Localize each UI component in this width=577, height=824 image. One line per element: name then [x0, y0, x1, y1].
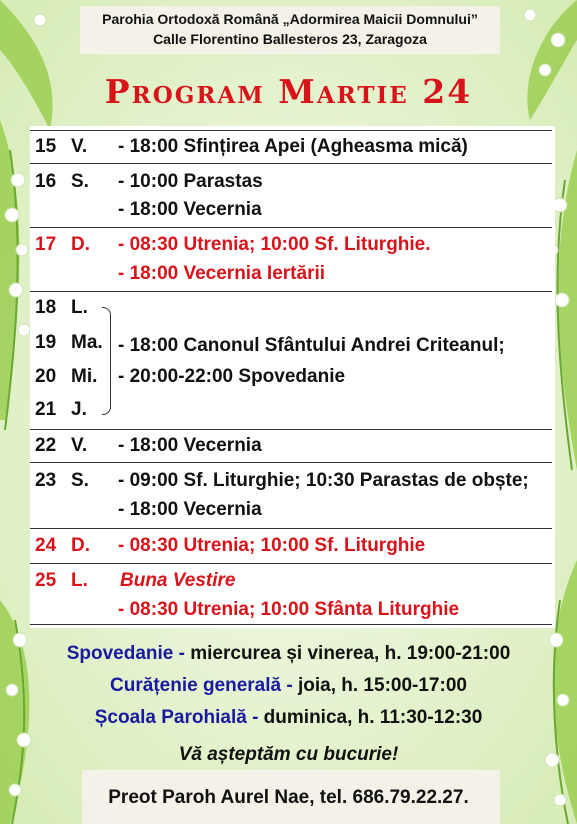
note-confession	[0, 643, 577, 665]
note-label: Spovedanie -	[66, 643, 185, 664]
row-divider	[30, 163, 552, 164]
service-line: - 09:00 Sf. Liturghie; 10:30 Parastas de obște;	[118, 470, 529, 491]
note-text: miercurea și vinerea, h. 19:00-21:00	[184, 643, 511, 664]
service-line: - 18:00 Sfințirea Apei (Agheasma mică)	[118, 136, 468, 157]
row-divider	[30, 227, 552, 228]
day-number: 24	[35, 535, 57, 556]
day-number: 15	[35, 136, 57, 157]
weekday: V.	[71, 435, 88, 456]
service-line: - 08:30 Utrenia; 10:00 Sf. Liturghie	[118, 535, 426, 556]
weekday: S.	[71, 171, 89, 192]
service-line: - 20:00-22:00 Spovedanie	[118, 366, 346, 387]
day-number: 20	[35, 366, 57, 387]
weekday: V.	[71, 136, 88, 157]
day-number: 16	[35, 171, 57, 192]
day-number: 18	[35, 297, 57, 318]
row-divider	[30, 462, 552, 463]
parish-address: Calle Florentino Ballesteros 23, Zaragoza	[153, 31, 427, 47]
weekday: Ma.	[71, 332, 103, 353]
day-number: 19	[35, 332, 57, 353]
row-divider	[30, 291, 552, 292]
weekday: J.	[71, 399, 87, 420]
service-line: - 18:00 Canonul Sfântului Andrei Criteanul;	[118, 335, 505, 356]
day-number: 25	[35, 570, 57, 591]
note-text: duminica, h. 11:30-12:30	[258, 707, 483, 728]
service-line: - 18:00 Vecernia	[118, 199, 262, 220]
row-divider	[30, 563, 552, 564]
day-number: 22	[35, 435, 57, 456]
weekday: S.	[71, 470, 89, 491]
service-line: - 18:00 Vecernia	[118, 435, 262, 456]
service-line: - 08:30 Utrenia; 10:00 Sf. Liturghie.	[118, 234, 431, 255]
service-line: - 18:00 Vecernia	[118, 499, 262, 520]
weekday: L.	[71, 297, 88, 318]
priest-contact: Preot Paroh Aurel Nae, tel. 686.79.22.27.	[108, 787, 469, 808]
closing-greeting: Vă așteptăm cu bucurie!	[178, 744, 399, 765]
note-school	[0, 707, 577, 729]
row-divider	[30, 624, 552, 625]
day-number: 23	[35, 470, 57, 491]
note-label: Școala Parohială -	[94, 707, 259, 728]
parish-name: Parohia Ortodoxă Română „Adormirea Maicii Domnului”	[102, 11, 478, 27]
weekday: D.	[71, 535, 90, 556]
service-line: - 08:30 Utrenia; 10:00 Sfânta Liturghie	[118, 599, 460, 620]
service-line: - 18:00 Vecernia Iertării	[118, 263, 326, 284]
program-title: Program Martie 24	[104, 72, 473, 111]
service-line: - 10:00 Parastas	[118, 171, 263, 192]
note-text: joia, h. 15:00-17:00	[292, 675, 467, 696]
weekday: L.	[71, 570, 88, 591]
days-bracket	[102, 307, 111, 415]
row-divider	[30, 130, 552, 131]
weekday: Mi.	[71, 366, 98, 387]
day-number: 21	[35, 399, 57, 420]
note-cleaning	[0, 675, 577, 697]
day-number: 17	[35, 234, 57, 255]
row-divider	[30, 429, 552, 430]
feast-name: Buna Vestire	[120, 570, 236, 591]
weekday: D.	[71, 234, 90, 255]
row-divider	[30, 528, 552, 529]
note-label: Curățenie generală -	[110, 675, 293, 696]
parish-header	[80, 6, 500, 54]
